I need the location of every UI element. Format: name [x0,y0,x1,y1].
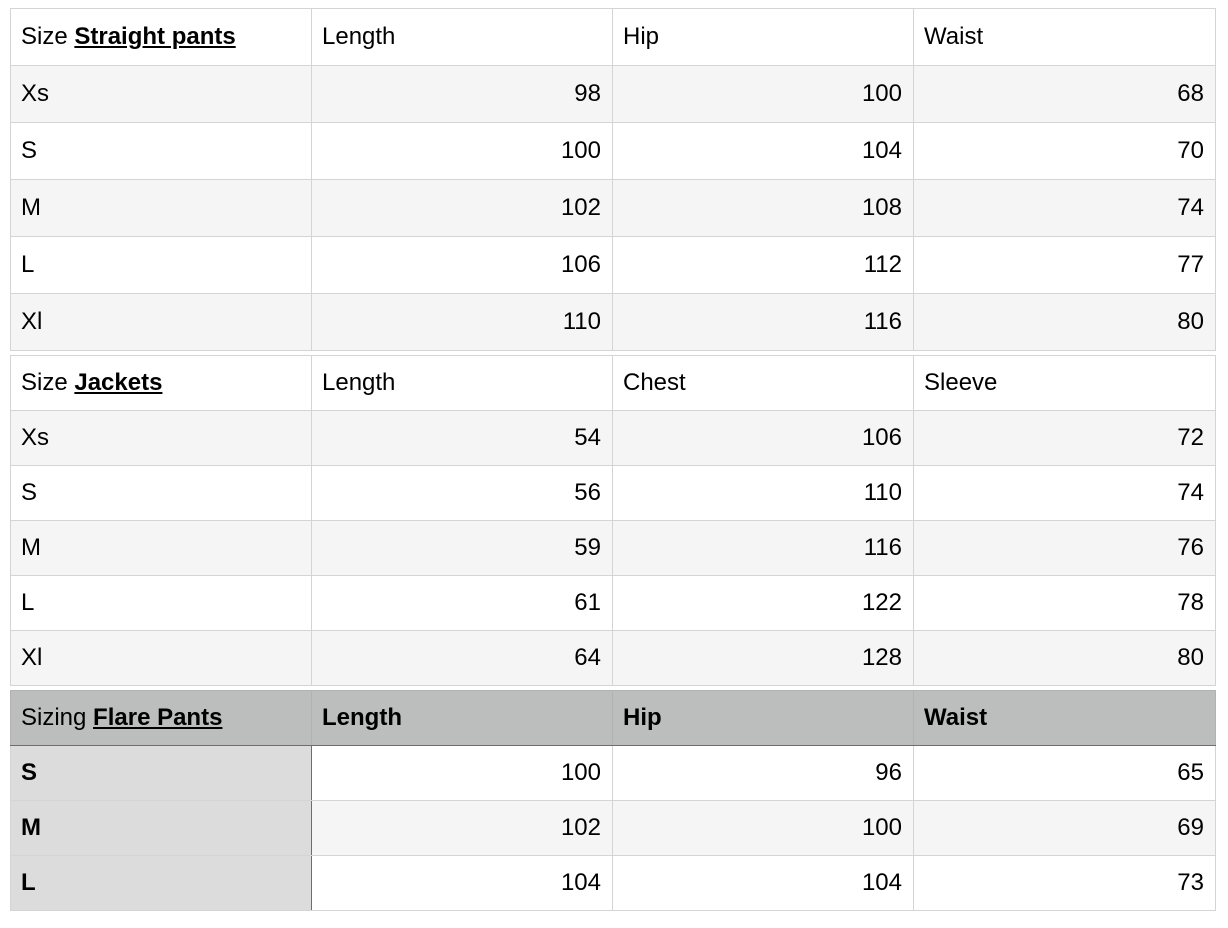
size-cell: Xs [11,411,312,466]
table-row [11,66,1216,123]
length-cell: 106 [312,237,613,294]
size-cell: M [11,521,312,576]
jackets-size-table [10,355,1216,686]
size-cell: Xl [11,631,312,686]
size-cell: Xs [11,66,312,123]
table-row [11,237,1216,294]
length-cell: 64 [312,631,613,686]
length-cell: 59 [312,521,613,576]
column-header-length: Length [312,691,613,746]
table-header-row [11,691,1216,746]
length-cell: 56 [312,466,613,521]
size-cell: L [11,856,312,911]
table-row [11,294,1216,351]
length-cell: 104 [312,856,613,911]
table-row [11,856,1216,911]
hip-cell: 116 [613,294,914,351]
chest-cell: 110 [613,466,914,521]
size-cell: Xl [11,294,312,351]
column-header-hip: Hip [613,9,914,66]
sleeve-cell: 76 [914,521,1216,576]
table-row [11,466,1216,521]
table-row [11,123,1216,180]
chest-cell: 116 [613,521,914,576]
length-cell: 110 [312,294,613,351]
hip-cell: 104 [613,856,914,911]
size-cell: L [11,576,312,631]
product-name: Jackets [74,369,163,396]
size-cell: M [11,180,312,237]
waist-cell: 74 [914,180,1216,237]
table-row [11,631,1216,686]
chest-cell: 106 [613,411,914,466]
waist-cell: 73 [914,856,1216,911]
length-cell: 100 [312,123,613,180]
size-cell: L [11,237,312,294]
size-cell: S [11,746,312,801]
length-cell: 102 [312,801,613,856]
header-label-cell [11,356,312,411]
header-label-cell [11,9,312,66]
column-header-sleeve: Sleeve [914,356,1216,411]
sleeve-cell: 74 [914,466,1216,521]
length-cell: 54 [312,411,613,466]
sleeve-cell: 80 [914,631,1216,686]
table-row [11,576,1216,631]
hip-cell: 100 [613,801,914,856]
column-header-waist: Waist [914,691,1216,746]
length-cell: 98 [312,66,613,123]
size-cell: S [11,466,312,521]
chest-cell: 128 [613,631,914,686]
table-row [11,180,1216,237]
table-row [11,521,1216,576]
waist-cell: 69 [914,801,1216,856]
column-header-chest: Chest [613,356,914,411]
length-cell: 100 [312,746,613,801]
column-header-length: Length [312,356,613,411]
table-row [11,746,1216,801]
hip-cell: 104 [613,123,914,180]
hip-cell: 96 [613,746,914,801]
size-cell: S [11,123,312,180]
length-cell: 102 [312,180,613,237]
product-name: Flare Pants [93,704,223,731]
waist-cell: 65 [914,746,1216,801]
length-cell: 61 [312,576,613,631]
product-name: Straight pants [74,23,236,50]
straight-pants-size-table [10,8,1216,351]
table-header-row [11,9,1216,66]
waist-cell: 77 [914,237,1216,294]
size-cell: M [11,801,312,856]
size-prefix: Sizing [21,704,87,731]
column-header-length: Length [312,9,613,66]
sleeve-cell: 78 [914,576,1216,631]
waist-cell: 70 [914,123,1216,180]
hip-cell: 100 [613,66,914,123]
flare-pants-size-table [10,690,1216,911]
column-header-hip: Hip [613,691,914,746]
size-prefix: Size [21,369,68,396]
waist-cell: 80 [914,294,1216,351]
header-label-cell [11,691,312,746]
hip-cell: 108 [613,180,914,237]
chest-cell: 122 [613,576,914,631]
table-header-row [11,356,1216,411]
table-row [11,411,1216,466]
sleeve-cell: 72 [914,411,1216,466]
table-row [11,801,1216,856]
waist-cell: 68 [914,66,1216,123]
column-header-waist: Waist [914,9,1216,66]
size-prefix: Size [21,23,68,50]
hip-cell: 112 [613,237,914,294]
